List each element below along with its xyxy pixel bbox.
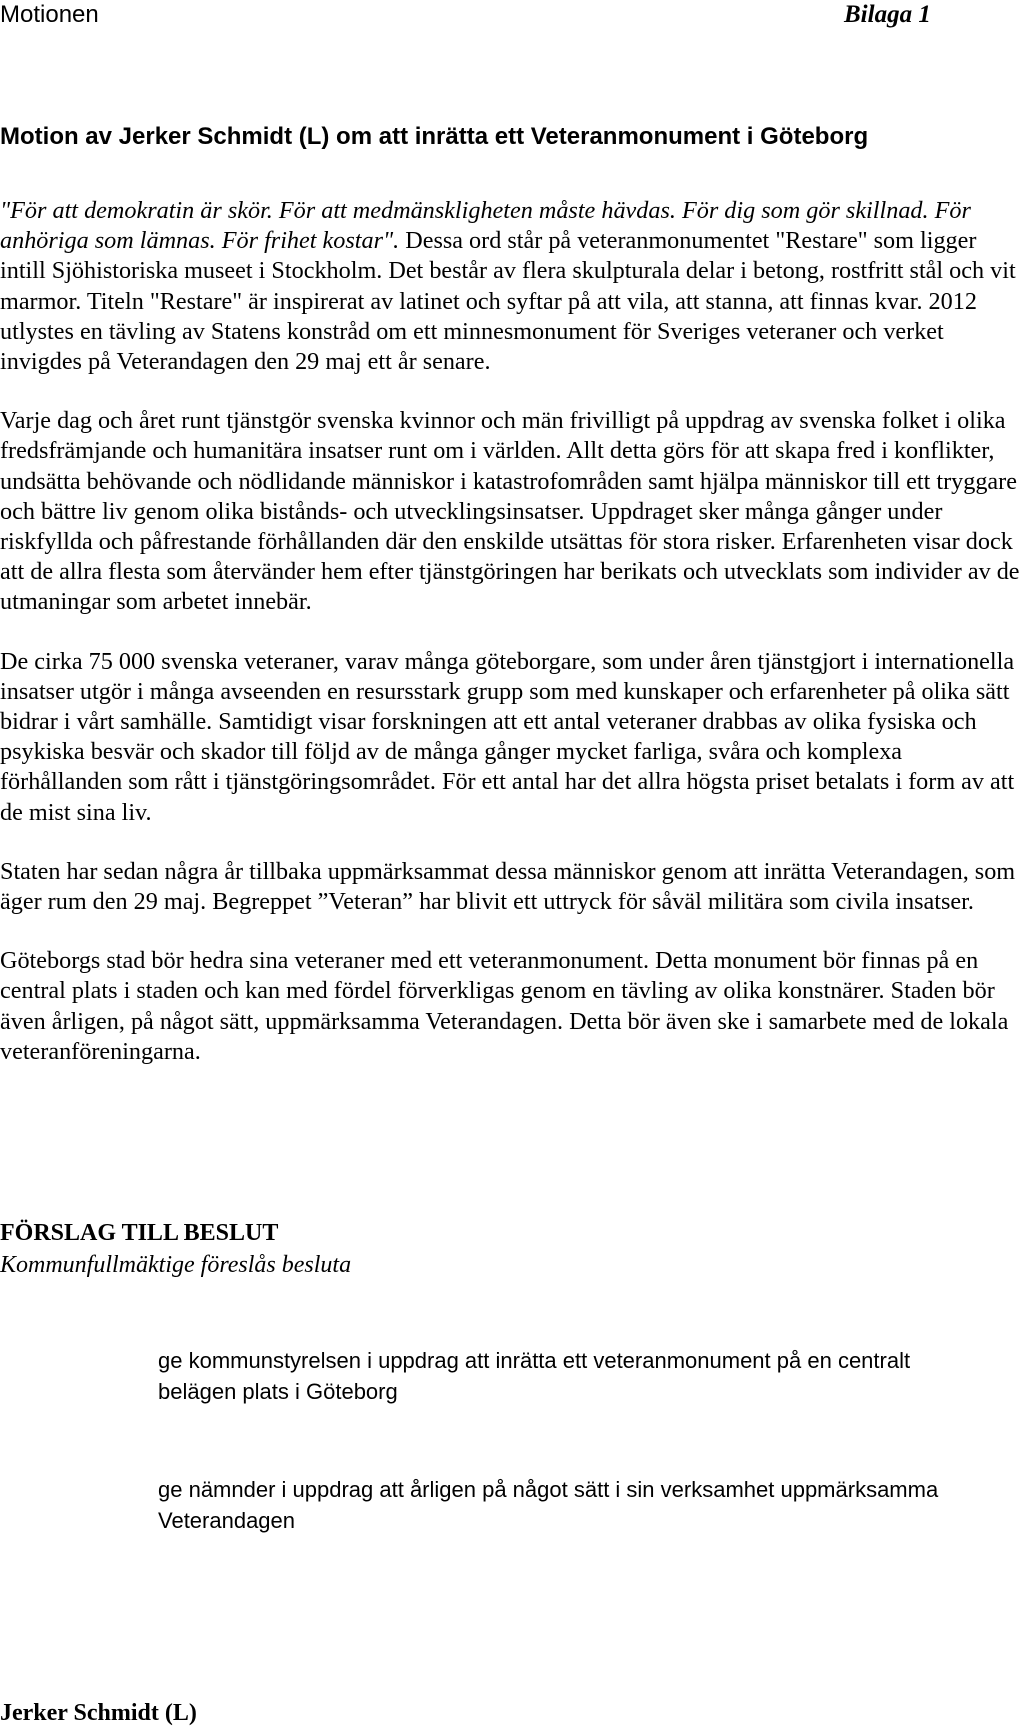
document-title: Motion av Jerker Schmidt (L) om att inrätta ett Veteranmonument i Göteborg bbox=[0, 123, 869, 150]
proposal-item: ge kommunstyrelsen i uppdrag att inrätta ett veteranmonument på en centralt belägen plats i Göteborg bbox=[158, 1348, 911, 1404]
signature: Jerker Schmidt (L) bbox=[0, 1700, 197, 1726]
paragraph-veterans-day: Staten har sedan några år tillbaka uppmärksammat dessa människor genom att inrätta Veterandagen, som äger rum den 29 maj. Begreppet ”Veteran” har blivit ett uttryck för såväl militära som civila insatser. bbox=[0, 857, 1016, 916]
paragraph-proposal-rationale: Göteborgs stad bör hedra sina veteraner med ett veteranmonument. Detta monument bör finnas på en central plats i staden och kan med fördel förverkligas genom en tävling av olika konstnärer. Staden bör även årligen, på något sätt, uppmärksamma Veterandagen. Detta bör även ske i samarbete med de lokala veteranföreningarna. bbox=[0, 947, 1009, 1065]
attachment-label: Bilaga 1 bbox=[844, 1, 931, 28]
decision-heading: FÖRSLAG TILL BESLUT bbox=[0, 1220, 279, 1246]
paragraph-veterans: De cirka 75 000 svenska veteraner, varav många göteborgare, som under åren tjänstgjort i internationella insatser utgör i många avseenden en resursstark grupp som med kunskaper och erfarenheter på olika sätt bidrar i vårt samhälle. Samtidigt visar forskningen att ett antal veteraner drabbas av olika fysiska och psykiska besvär och skador till följd av de många gånger mycket farliga, svåra och komplexa förhållanden som rått i tjänstgöringsområdet. För ett antal har det allra högsta priset betalats i form av att de mist sina liv. bbox=[0, 647, 1015, 826]
paragraph-intro-text: Dessa ord står på veteranmonumentet "Restare" som ligger intill Sjöhistoriska museet i Stockholm. Det består av flera skulpturala delar i betong, rostfritt stål och vit marmor. Titeln "Restare" är inspirerat av latinet och syftar på att vila, att stanna, att finnas kvar. 2012 utlystes en tävling av Statens konstråd om ett minnesmonument för Sveriges veteraner och verket invigdes på Veterandagen den 29 maj ett år senare. bbox=[0, 227, 1016, 376]
proposal-item: ge nämnder i uppdrag att årligen på något sätt i sin verksamhet uppmärksamma Veterandagen bbox=[158, 1477, 939, 1533]
motion-body bbox=[0, 196, 1022, 1096]
paragraph-intro bbox=[0, 196, 1022, 377]
monument-inscription-quote: "För att demokratin är skör. För att medmänskligheten måste hävdas. För dig som gör skillnad. För anhöriga som lämnas. För frihet kostar". bbox=[0, 197, 971, 255]
document-label: Motionen bbox=[0, 1, 99, 28]
paragraph-service: Varje dag och året runt tjänstgör svenska kvinnor och män frivilligt på uppdrag av svenska folket i olika fredsfrämjande och humanitära insatser runt om i världen. Allt detta görs för att skapa fred i konflikter, undsätta behövande och nödlidande människor i katastrofområden samt hjälpa människor till ett tryggare och bättre liv genom olika bistånds- och utvecklingsinsatser. Uppdraget sker många gånger under riskfyllda och påfrestande förhållanden där den enskilde utsättas för stora risker. Erfarenheten visar dock att de allra flesta som återvänder hem efter tjänstgöringen har berikats och utvecklats som individer av de utmaningar som arbetet innebär. bbox=[0, 407, 1020, 616]
decision-subheading: Kommunfullmäktige föreslås besluta bbox=[0, 1252, 352, 1278]
